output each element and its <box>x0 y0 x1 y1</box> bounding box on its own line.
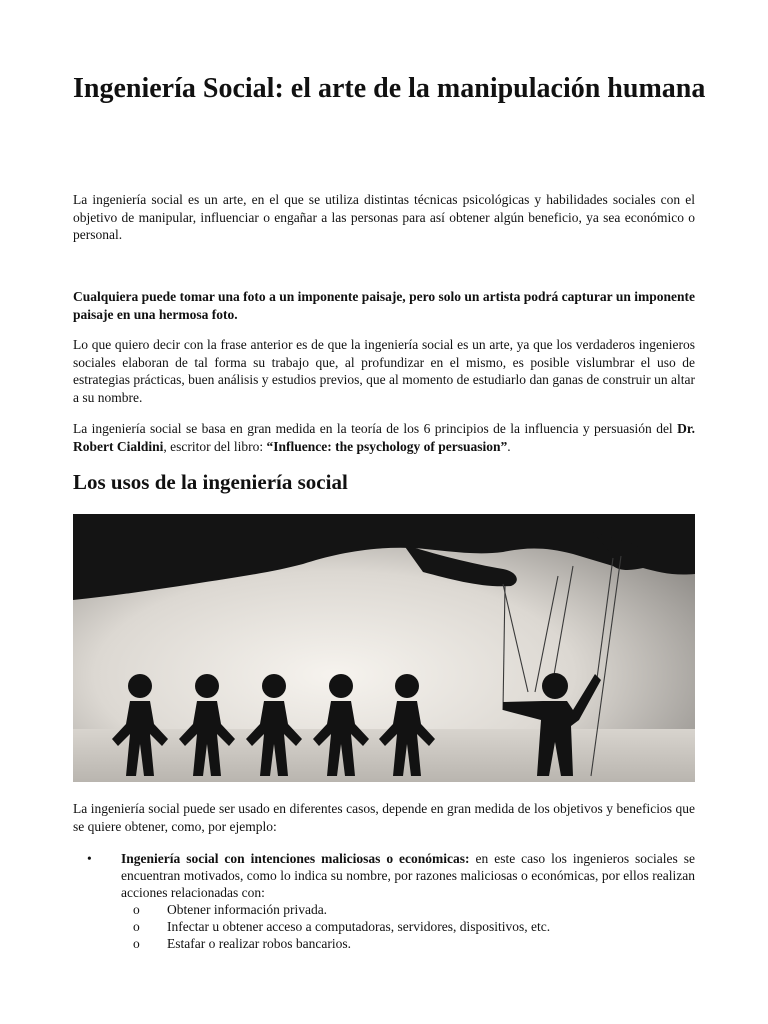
quote-paragraph: Cualquiera puede tomar una foto a un imponente paisaje, pero solo un artista podrá capturar un imponente paisaje en una hermosa foto. <box>73 289 695 322</box>
puppet-master-image <box>73 514 695 782</box>
sub-list-item <box>121 935 695 952</box>
sub-list <box>121 901 695 952</box>
page-title: Ingeniería Social: el arte de la manipulación humana <box>73 73 706 104</box>
intro-paragraph: La ingeniería social es un arte, en el que se utiliza distintas técnicas psicológicas y habilidades sociales con el objetivo de manipular, influenciar o engañar a las personas para así obtener algún beneficio, ya sea económico o personal. <box>73 192 695 242</box>
list-item <box>73 850 695 952</box>
sub-list-item-text: Estafar o realizar robos bancarios. <box>167 936 352 951</box>
sub-bullet-marker: o <box>133 919 140 934</box>
cialdini-paragraph <box>73 420 695 455</box>
sub-list-item <box>121 901 695 918</box>
puppet-master-hand-illustration <box>73 514 695 782</box>
uses-paragraph: La ingeniería social puede ser usado en diferentes casos, depende en gran medida de los objetivos y beneficios que se quiere obtener, como, por ejemplo: <box>73 801 695 834</box>
sub-list-item-text: Obtener información privada. <box>167 902 328 917</box>
cialdini-text-2: , escritor del libro: <box>163 438 267 454</box>
uses-list <box>73 850 695 952</box>
bullet-marker: • <box>87 851 92 866</box>
sub-bullet-marker: o <box>133 936 140 951</box>
cialdini-text-3: . <box>507 438 511 454</box>
author-name: Dr. Robert Cialdini <box>73 421 695 454</box>
list-item-label: Ingeniería social con intenciones maliciosas o económicas: <box>121 851 470 866</box>
sub-list-item <box>121 918 695 935</box>
explanation-paragraph: Lo que quiero decir con la frase anterior es de que la ingeniería social es un arte, ya que los verdaderos ingenieros sociales elaboran de tal forma su trabajo que, al profundizar en el mismo, es posible vislumbrar el uso de estrategias prácticas, buen análisis y estudios previos, que al momento de estudiarlo dan ganas de construir un altar a su nombre. <box>73 337 695 405</box>
list-item-text: en este caso los ingenieros sociales se encuentran motivados, como lo indica su nombre, por razones maliciosas o económicas, por ellos realizan acciones relacionadas con: <box>121 851 695 900</box>
sub-list-item-text: Infectar u obtener acceso a computadoras, servidores, dispositivos, etc. <box>167 919 551 934</box>
section-heading: Los usos de la ingeniería social <box>73 470 348 494</box>
sub-bullet-marker: o <box>133 902 140 917</box>
book-title: “Influence: the psychology of persuasion” <box>266 438 508 454</box>
cialdini-text-1: La ingeniería social se basa en gran medida en la teoría de los 6 principios de la influencia y persuasión del <box>73 421 678 436</box>
